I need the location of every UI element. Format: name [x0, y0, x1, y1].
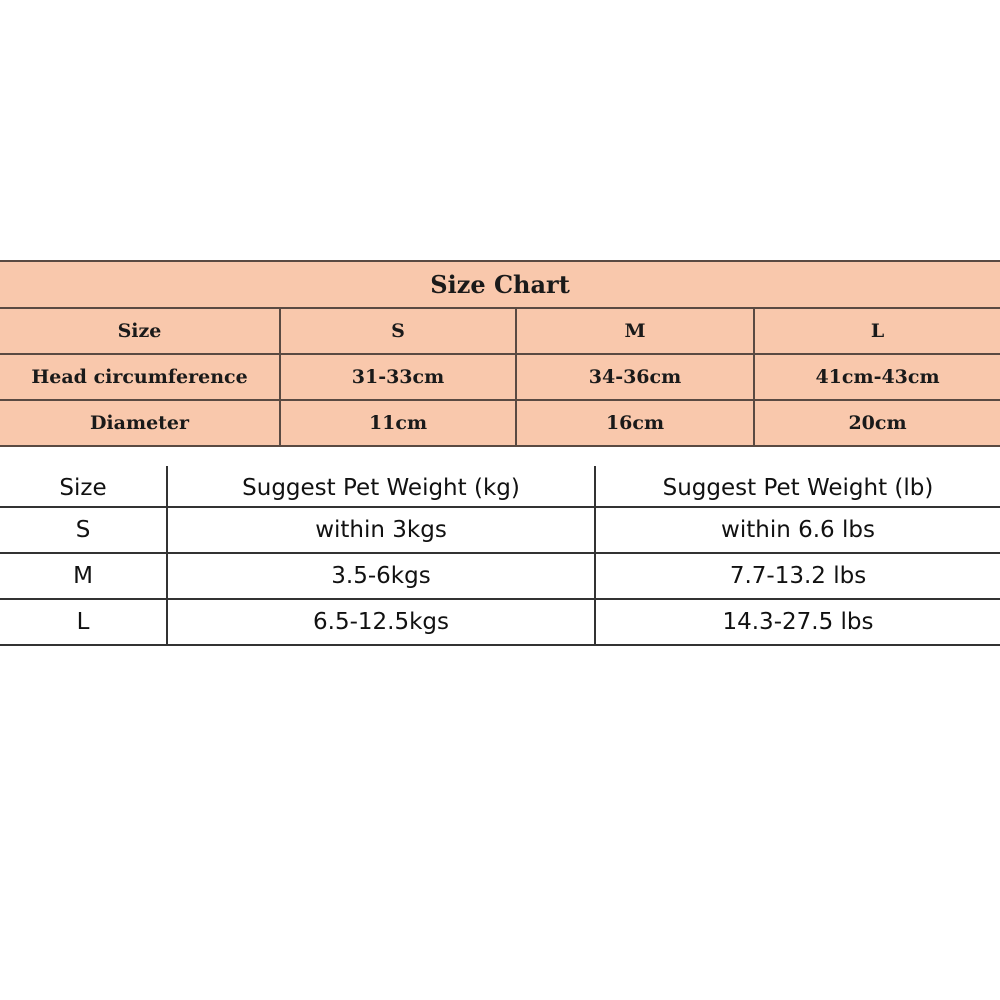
size-chart-header-row — [0, 308, 1000, 354]
head-circumference-label: Head circumference — [0, 354, 280, 400]
weight-lb-s: within 6.6 lbs — [595, 507, 1000, 553]
size-header-label: Size — [0, 308, 280, 354]
size-chart-title: Size Chart — [0, 261, 1000, 308]
weight-header-size: Size — [0, 466, 167, 507]
table-row — [0, 599, 1000, 645]
weight-size-s: S — [0, 507, 167, 553]
weight-kg-s: within 3kgs — [167, 507, 595, 553]
pet-weight-table — [0, 466, 1000, 646]
weight-lb-m: 7.7-13.2 lbs — [595, 553, 1000, 599]
weight-kg-m: 3.5-6kgs — [167, 553, 595, 599]
weight-kg-l: 6.5-12.5kgs — [167, 599, 595, 645]
size-chart-table — [0, 260, 1000, 447]
diameter-row — [0, 400, 1000, 446]
weight-header-lb: Suggest Pet Weight (lb) — [595, 466, 1000, 507]
head-circumference-m: 34-36cm — [516, 354, 754, 400]
diameter-s: 11cm — [280, 400, 516, 446]
weight-lb-l: 14.3-27.5 lbs — [595, 599, 1000, 645]
diameter-label: Diameter — [0, 400, 280, 446]
table-row — [0, 553, 1000, 599]
size-header-s: S — [280, 308, 516, 354]
diameter-m: 16cm — [516, 400, 754, 446]
head-circumference-row — [0, 354, 1000, 400]
size-chart-title-row — [0, 261, 1000, 308]
diameter-l: 20cm — [754, 400, 1000, 446]
table-row — [0, 507, 1000, 553]
size-header-l: L — [754, 308, 1000, 354]
weight-header-kg: Suggest Pet Weight (kg) — [167, 466, 595, 507]
weight-size-m: M — [0, 553, 167, 599]
head-circumference-l: 41cm-43cm — [754, 354, 1000, 400]
weight-header-row — [0, 466, 1000, 507]
head-circumference-s: 31-33cm — [280, 354, 516, 400]
weight-size-l: L — [0, 599, 167, 645]
size-header-m: M — [516, 308, 754, 354]
